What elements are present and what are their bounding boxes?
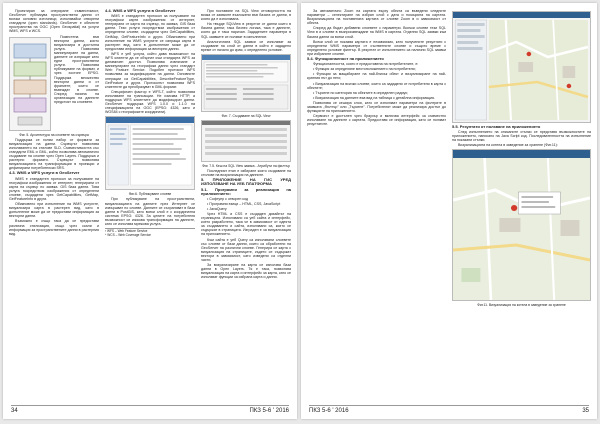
paragraph: След изпълнението на описаните стъпки се представя възможностите на приложението, написано на Java Script код. Последователността на изпълнение на показани стъпки. bbox=[452, 130, 591, 143]
paragraph: WFS е уеб услуга, който дава възможност на WFS клиенти да се обърнат към стандарта WFS за динамичен достъп. Позволява извличане и манипулиране на географски данни чрез стандарт Web Feature Service. Подобен протокол WFS позволява за модифициране на данни. Основните операции са GetCapabilities, DescribeFeatureType, GetFeature и други. Протоколът позволява WFS клиентите да преобразуват в GML формат. bbox=[105, 51, 195, 89]
section-heading: 5.4. Функционалност на приложението bbox=[307, 56, 384, 62]
section-heading: 5.5. Резултати от ползване на приложението bbox=[452, 124, 541, 129]
page-footer bbox=[11, 408, 289, 414]
figure-sql-attributes bbox=[201, 120, 291, 162]
paragraph: Според да бъдат добавени слоевете с параметри. Всички слоеве тези SQL View в и слоеве в възпроизвеждане на WMS в картата. Отделни SQL заявки към базата данни за всеки слой. bbox=[307, 26, 446, 39]
page-number: 34 bbox=[11, 408, 18, 414]
right-column-1 bbox=[307, 9, 446, 399]
screenshot-icon bbox=[202, 55, 290, 111]
figure-publish-layers bbox=[105, 116, 195, 190]
paragraph: Поддържа се голям набор от формати за визуализация на данни. Сървърът позволява използването на стилове SLD. Съвместимостта със стандарти EML и GML, който позволява автоматично създаване на слоеве чрез Open Layers. Поддържа и растерни формати. Сървърът позволява визуализацията на трансформации в проекции и дефинирани потребителски SRS. bbox=[9, 137, 99, 171]
list-item: • Програмни езици – HTML, CSS, JavaScript bbox=[207, 201, 281, 206]
figure-caption: Фиг. 7.5. Кеш на SQL View заявка - Атрибути на филтър bbox=[202, 164, 290, 169]
list-item: • Визуализация на данните във вид на таблица с детайлна информация. bbox=[313, 95, 435, 100]
journal-name: ПКЗ 5-6 ' 2016 bbox=[249, 408, 289, 414]
subsection-heading: 5.1. Програмни за реализация на приложението: bbox=[201, 186, 291, 196]
figure-caption: Фиг. 7. Създаване на SQL View bbox=[221, 113, 271, 118]
list-item: • JavaQuery bbox=[207, 206, 227, 211]
paragraph: WMS е стандартен протокол за получаване на географски изображения от интернет, генерирани от карта на сървър по заявка. GIS база данни. Това услуга посредством изображения от определени слоеве, създадени чрез GetCapabilities, GetMap, GetFeatureInfo в други. bbox=[9, 176, 99, 201]
paragraph: При публикуване на пространствени, визуализацията на данните през Интернет се извършват по слоеве. Данните се съхраняват в бази данни в PostGIS, като всеки слой е с координатна система EPSG: 4326. За целите на потребителя възможност се изисква трансформация на данните, като се използва мрежова услуга. bbox=[105, 197, 195, 226]
page-number: 35 bbox=[582, 408, 589, 414]
left-column-2 bbox=[105, 9, 195, 399]
paragraph: Визуализацията на котела в заведение за хранене (Фиг.11): bbox=[458, 143, 558, 148]
map-screenshot-icon bbox=[453, 12, 590, 122]
left-column-3 bbox=[201, 9, 291, 399]
paragraph: Позволява се кешира слоя, като се използват параметри на филтрите в заявката „Филтър" или „Търсене". Потребителят може да реализира достъп до функциите на приложението. bbox=[307, 100, 446, 114]
figure-caption: Фиг.6. Публикуване слоеве bbox=[128, 192, 172, 197]
paragraph: Аналогичната SQL заявки се използват за създаване на слой от данни в който е зададено време от начало до края, с определено условие. bbox=[201, 39, 291, 52]
section-heading: 4.3. WMS и WFS услуги в GeoServer bbox=[9, 170, 80, 176]
paragraph: Последният етап е избиране която създаване на стилове на визуализация на данните. bbox=[201, 169, 291, 178]
footnotes bbox=[105, 228, 195, 237]
figure-caption: Фиг. 5. Архитектура на слоевете на сървъра bbox=[19, 132, 89, 137]
paragraph: Специфичен фактор е WFS-T, който позволява използване на трансакции. Не изисква HTTP, а поддържа WFS клиентите да модифицират данни. GeoServer поддържа WFS 1.0.0 и 1.1.0 на спецификацията на OGC (EPSG: 4326, като и WGS84 с географските координати). bbox=[105, 89, 195, 115]
paragraph: Чрез HTML и CSS е създаден дизайнът на страницата. Използвани са уеб сайта и интерфейс, което разработено, така че в зависимост от идеята за създаването и сайта, използвани са, които се съдържат в страницата. Изграден е за визуализация на приложението. bbox=[201, 211, 291, 237]
paragraph: За визуализиране на карта се използва бази данни в Open Layers. Тя е така, позволява визуализация на карта и интерфейс за карта, като се използват функции за избрана карта и данни. bbox=[201, 263, 291, 280]
paragraph: Поместена във векторни данни, които визуализира в достъпна услуга. Позволява манипулиране на данни, данните се изпращат като едни пространствени услуги. Позволява публикуване на формат, и чрез хостинг EPSG. Поддържа множество векторни данни и от фрагмент, които се въвеждат в слоеве. Според начина на организация на данните предстоят на слоевете. bbox=[54, 34, 99, 105]
list-item: • Визуализация на всички слоеве, които са зададени от потребителя в карта с обектите; bbox=[307, 81, 446, 90]
footer-divider bbox=[309, 405, 589, 406]
screenshot-icon bbox=[202, 121, 290, 161]
right-page bbox=[301, 3, 597, 419]
layers-diagram-icon bbox=[10, 38, 50, 130]
figure-layers-diagram bbox=[9, 37, 51, 131]
screenshot-icon bbox=[106, 117, 194, 189]
paragraph: Всеки слой се показва картата е независимо, като получените резултати с определени WMS параметри от съответните слоеве и същото време с определено условие филтър. В резултат от изпълнението са налични SQL заявки при избраните слоеве. bbox=[307, 39, 446, 56]
left-column-1 bbox=[9, 9, 99, 399]
figure-caption: Фиг.11. Визуализация на котела в заведение за хранене bbox=[477, 303, 566, 308]
list-item: • Софтуер с отворен код bbox=[207, 196, 249, 201]
paragraph: Възможно е също така да се предостави различна стилизация, също чрез скали и информация за пространствените данни в растерния вид. bbox=[9, 219, 99, 236]
paragraph: Обикновено при изпълнение на WMS услугите, визуализира карта в растерен вид, като в допълнение може да се предостави информация за векторни данни. bbox=[9, 202, 99, 219]
paragraph: За автоматично Zoom на картата върху обекта са въведени следните параметри – селектиране на избран слой с дата и позицията на картата. Визуализацията на поставената картата от слоеве Zoom в и зависимост от обекта. bbox=[307, 9, 446, 26]
left-page bbox=[3, 3, 297, 419]
figure-sql-view bbox=[201, 54, 291, 112]
section-heading: 5. ПРИЛОЖЕНИЕ НА ГИС УРЕД ИЗПОЛЗВАНЕ НА УЕБ ПЛАТФОРМА bbox=[201, 177, 291, 187]
figure-map-restaurant bbox=[452, 149, 591, 301]
list-item: • Търсене по категория на обектите в определен радиус; bbox=[313, 90, 409, 95]
footer-divider bbox=[11, 405, 289, 406]
list-item: • Функция за мащабиране на най-близък обект и визуализиране на най-кратния път до него; bbox=[307, 72, 446, 81]
paragraph: WMS е стандартен протокол за получаване на географски карти изображения от интернет, генерирани от карта на сървър, по заявка, GIS база данни. Тези услуги посредством изображения от определени слоеве, създадени чрез GetCapabilities, GetMap, GetFeatureInfo и други. Обикновено при изпълнение на WMS услугите се изпраща карта в растерен вид, като в допълнение може да се предостави информация за векторни данни. bbox=[105, 14, 195, 51]
section-heading: 4.4. WMS и WFS услуги в GeoServer bbox=[105, 9, 176, 13]
page-footer bbox=[309, 408, 589, 414]
footnote: ⁴ WCS – Web Coverage Service bbox=[105, 232, 151, 237]
journal-name: ПКЗ 5-6 ' 2016 bbox=[309, 408, 349, 414]
paragraph: Към сайта е уеб Query са използвани слоевете със слоеве от бази данни, които са обработени на GeoServer на различни слоеве. Генерира се карта с визуализация на страниците, където се съдържат вектори в зависимост, като изведени са отделни части. bbox=[201, 237, 291, 262]
paragraph: На твърде SQLView в резултат от данни които в базата данни; така бизнес логика, така е данните, които да е така наричан. Зададените параметри в SQL заявките се ползват в изпълнение. bbox=[201, 22, 291, 39]
list-item: • Функция за определяне местоположението на потребителя; bbox=[313, 67, 416, 72]
paragraph: Сервизът е достъпен чрез браузър и включва интерфейс за съвместно използване на данните с картата. Предоставя се информация, като се ползват резултатите. bbox=[307, 114, 446, 127]
paragraph: Функционалността, която е предоставена на потребителите, е: bbox=[313, 62, 419, 67]
paragraph: При поставяне на SQL View отговорността на всяка от заявките възложени във базата от данни, в която да е използвана. bbox=[201, 9, 291, 22]
footnote: ³ WFS – Web Feature Service bbox=[105, 229, 148, 234]
right-column-2 bbox=[452, 9, 591, 399]
map-screenshot-icon bbox=[453, 150, 590, 300]
figure-map-top bbox=[452, 11, 591, 123]
paragraph: Проектиран за опериране съвместимост, GeoServer публикува пространствени данни от всички основни източници, използвайки отворени стандарти (open standards). GeoServer е обектите пространства на OGC (Open Geospatial) на услуги WMS, WFS и WCS. bbox=[9, 9, 99, 34]
